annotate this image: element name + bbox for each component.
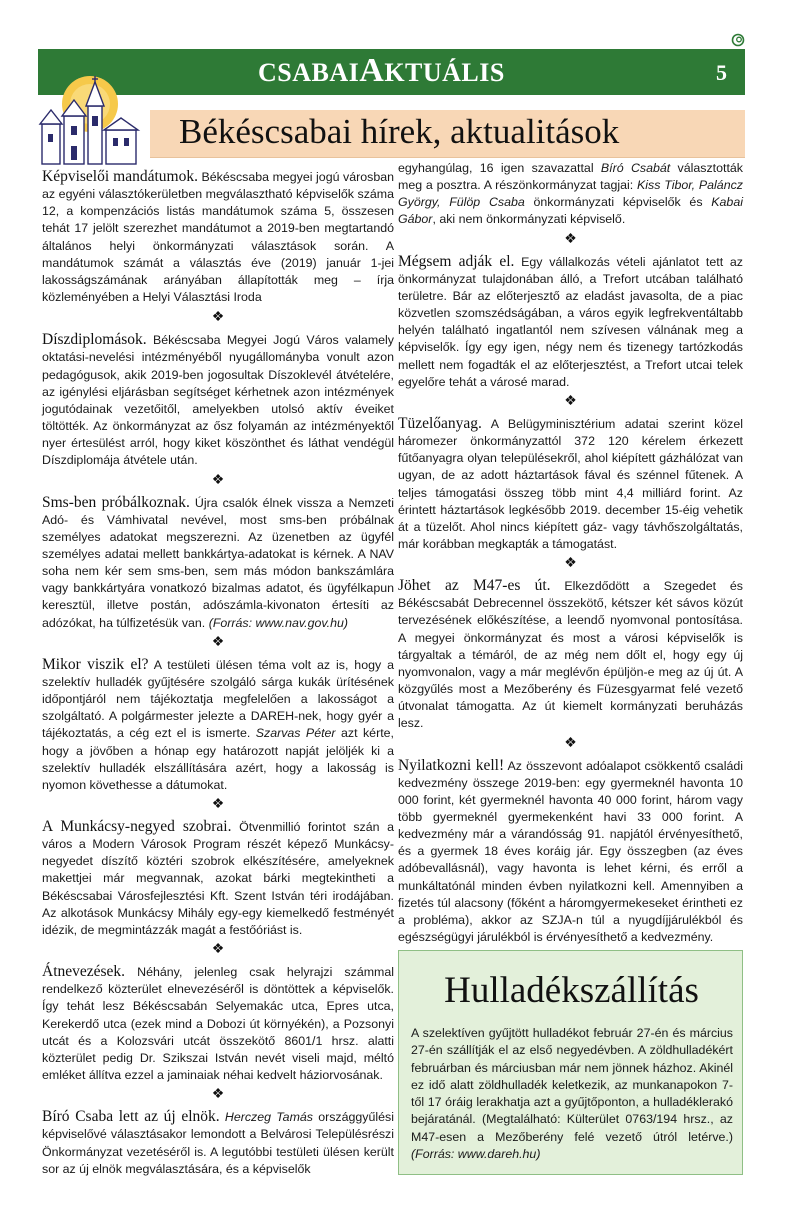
separator-icon: ❖ bbox=[211, 308, 225, 325]
separator-icon: ❖ bbox=[211, 470, 225, 487]
article-body: Egy vállalkozás vételi ajánlatot tett az önkormányzat tulajdonában álló, a Trefort utcában található területre. Bár az előterjesztő az eladást javasolta, de a piac közvetlen szomszédságában, a város egyik legfrekventáltabb helyén található ingatlantól nem szívesen válnának meg a képviselők. Így egy igen, négy nem és tizenegy tartózkodás mellett nem fogadták el az előterjesztést, a Trefort utcai telek egyelőre tehát a városé marad. bbox=[398, 254, 743, 389]
page-number: 5 bbox=[716, 60, 727, 85]
article-body: Békéscsaba Megyei Jogú Város valamely oktatási-nevelési intézményéből nyugállományba vonult azon pedagógusok, akik 2019-ben jogosultak Díszoklevél átvételére, az igénylési eljárásban segítséget kérhetnek azon intézmények jogutódainak vezetőitől, amelyekben utolsó aktív éveiket töltötték. Az önkormányzat az ősz folyamán az intézményektől nyer értesülést arról, hogy kiket köszönthet és láthat vendégül Díszdiplomája átvétele után. bbox=[42, 333, 394, 468]
article-heading: Díszdiplomások. bbox=[42, 331, 147, 349]
article-heading: Tüzelőanyag. bbox=[398, 414, 482, 432]
article-heading: Átnevezések. bbox=[42, 963, 126, 981]
article-heading: Nyilatkozni kell! bbox=[398, 756, 505, 774]
swirl-icon bbox=[731, 33, 745, 47]
article-body: , aki nem önkormányzati képviselő. bbox=[432, 212, 626, 227]
article-heading: Bíró Csaba lett az új elnök. bbox=[42, 1108, 220, 1126]
separator-icon: ❖ bbox=[211, 940, 225, 957]
magazine-title bbox=[258, 52, 505, 90]
article-biro-csaba bbox=[42, 1108, 394, 1178]
waste-collection-box bbox=[398, 950, 743, 1175]
article-body: Az összevont adóalapot csökkentő családi kedvezmény összege 2019-ben: egy gyermeknél havonta 10 000 forint, két gyermeknél havonta 40 000 forint, három vagy több gyermeknél gyermekenként havi 33 000 forint. A kedvezmény már a várandósság 91. napjától érvényesíthető, és a gyermek 18 éves koráig jár. Egy összegben (az éves adóbevallásnál), vagy havonta is lehet kérni, és erről a munkáltatónál minden évben nyilatkozni kell. Amennyiben a fizetés túl alacsony (főként a háromgyermekeseket érintheti ez a probléma), akkor az SZJA-n túl a nyugdíjjárulékból és egészségügyi járulékból is érvényesíthető a kedvezmény. bbox=[398, 758, 743, 945]
article-sms bbox=[42, 494, 394, 632]
article-person-name: Kabai Gábor bbox=[398, 195, 743, 227]
right-column bbox=[398, 160, 743, 946]
city-logo-icon bbox=[28, 72, 146, 168]
article-body: Néhány, jelenleg csak helyrajzi számmal rendelkező közterület elnevezéséről is döntöttek a képviselők. Így tehát lesz Békéscsabán Selyemakác utca, Epres utca, Kerekerdő utca (ezek mind a Dobozi út környékén), a Pozsonyi utcát és a Kolozsvári utcát összekötő 8601/1 hrsz. alatti közterület pedig Dr. Szikszai István nevét viseli majd, méltó emléket állítva ezzel a jaminaiak néhai kedvelt háziorvosának. bbox=[42, 965, 394, 1083]
magazine-title-rest: KTUÁLIS bbox=[384, 58, 505, 87]
article-body: A Belügyminisztérium adatai szerint közel háromezer önkormányzattól 372 120 kérelem érkezett fűtőanyagra olyan településekről, ahol kiépített gázhálózat van ugyan, de az adott háztartások fával és szénnel fűtenek. A teljes támogatási összeg több mint 4,4 milliárd forint. Az érintett háztartások legkésőbb 2019. december 15-éig vehetik át a tüzelőt. Ahol nincs kiépített gáz- vagy távhőszolgáltatás, már korábban megkapták a támogatást. bbox=[398, 416, 744, 551]
article-person-names: Kiss Tibor, Paláncz György, Fülöp Csaba bbox=[398, 178, 743, 210]
article-body: A testületi ülésen téma volt az is, hogy a szelektív hulladék gyűjtésére szolgáló sárga kukák ürítésének időpontjáról nem tájékoztatja megfelelően a lakosságot a szolgáltató. A polgármester jelezte a DAREH-nek, hogy gyér a tájékoztatás, a cég ezt el is ismerte. bbox=[42, 657, 394, 741]
separator-icon: ❖ bbox=[211, 632, 225, 649]
box-text: A szelektíven gyűjtött hulladékot február 27-én és március 27-én szállítják el az első negyedévben. A zöldhulladékért februárban és márciusban már nem jönnek házhoz. Akinél ez idő alatt zöldhulladék keletkezik, az munkanapokon 7-től 17 óráig lerakhatja azt a gyűjtőponton, a hulladéklerakó bejáratánál. (Megtalálható: Külterület 0763/194 hrsz., az M47-esen a Mezőberény felé vezető útról letérve.) bbox=[411, 1026, 733, 1144]
box-body bbox=[411, 1025, 733, 1163]
box-title: Hulladékszállítás bbox=[444, 970, 699, 1011]
article-body: Újra csalók élnek vissza a Nemzeti Adó- és Vámhivatal nevével, most sms-ben próbálnak személyes adatokat megszerezni. Az üzenetben az ügyfél személyes adatai mellett bankkártya-adatokat is kérnek. A NAV soha nem kér sem sms-ben, sem más módon bankszámlára vagy bankkártyára vonatkozó bizalmas adatot, és ügyfélkapun keresztül, illetve postán, adószámla-kivonaton értesíti az adózókat, ha túlfizetésük van. bbox=[42, 495, 395, 630]
article-credit: (Forrás: www.nav.gov.hu) bbox=[208, 615, 349, 630]
article-m47 bbox=[398, 577, 743, 732]
left-column bbox=[42, 168, 394, 1178]
separator-icon: ❖ bbox=[564, 391, 577, 408]
article-nyilatkozni bbox=[398, 757, 743, 947]
article-atnevezesek bbox=[42, 963, 394, 1084]
article-heading: Jöhet az M47-es út. bbox=[398, 577, 551, 595]
separator-icon: ❖ bbox=[564, 733, 577, 750]
article-biro-csaba-continued bbox=[398, 160, 743, 229]
article-diszdiplomasok bbox=[42, 331, 394, 469]
article-person-name: Herczeg Tamás bbox=[224, 1110, 313, 1125]
separator-icon: ❖ bbox=[211, 795, 225, 811]
article-body: egyhangúlag, 16 igen szavazattal bbox=[398, 161, 594, 175]
separator-icon: ❖ bbox=[564, 229, 577, 246]
separator-icon: ❖ bbox=[211, 1085, 225, 1102]
article-heading: Mégsem adják el. bbox=[398, 252, 515, 270]
article-megsem-adjak bbox=[398, 253, 743, 391]
article-body: önkormányzati képviselők és bbox=[533, 195, 703, 210]
article-person-name: Szarvas Péter bbox=[255, 726, 336, 741]
article-body: választották meg a posztra. A részönkormányzat tagjai: bbox=[398, 161, 743, 193]
article-body-cont: azt kérte, hogy a jövőben a hónap egy határozott napját jelöljék ki a szelektív hulladék elszállítására azért, hogy a lakosság is nyomon követhesse a dátumokat. bbox=[42, 726, 394, 792]
section-title: Békéscsabai hírek, aktualitások bbox=[179, 112, 620, 151]
article-person-name: Bíró Csabát bbox=[600, 161, 671, 175]
article-body: Ötvenmillió forintot szán a város a Modern Városok Program részét képező Munkácsy-negyedet díszítő köztéri szobrok elkészítésére, amelyeknek makettjei már megvannak, azokat bárki megtekintheti a Békéscsabai Városfejlesztési Kft. Szent István téri irodájában. Az alkotások Munkácsy Mihály egy-egy kiemelkedő festményét idézik, de megmintázzák magát a festőóriást is. bbox=[42, 820, 394, 937]
separator-icon: ❖ bbox=[564, 554, 577, 571]
article-mandatumok bbox=[42, 168, 394, 306]
article-munkacsy bbox=[42, 818, 394, 939]
box-credit: (Forrás: www.dareh.hu) bbox=[411, 1147, 541, 1162]
article-heading: Mikor viszik el? bbox=[42, 655, 149, 673]
article-body: Elkezdődött a Szegedet és Békéscsabát Debrecennel összekötő, kétszer két sávos közút tervezésének előkészítése, a leendő nyomvonal pontosítása. A megyei önkormányzat és most a városi képviselők is tárgyaltak a témáról, de az még nem dőlt el, hogy egy új nyomvonalon, vagy a már meglévőn épüljön-e meg az új út. A közgyűlés most a Mezőberény és Füzesgyarmat felé vezető útvonalat támogatta. Az út kiemelt kormányzati beruházás lesz. bbox=[398, 579, 743, 731]
article-heading: Sms-ben próbálkoznak. bbox=[42, 493, 190, 511]
article-mikor-viszik bbox=[42, 656, 394, 794]
article-heading: Képviselői mandátumok. bbox=[42, 168, 198, 185]
article-tuzeloanyag bbox=[398, 415, 743, 553]
article-body: Békéscsaba megyei jogú városban az egyéni választókerületben megválasztható képviselők száma 12, a kompenzációs listás mandátumok száma 5, összesen tehát 17 jelölt szerezhet mandátumot a 2019-ben megtartandó általános helyi önkormányzati választások során. A mandátumok számát a választás éve (2019) január 1-jei lakosságszámának arányában állapították meg – írja közleményében a Helyi Választási Iroda bbox=[42, 170, 395, 305]
magazine-title-initial: A bbox=[359, 52, 385, 89]
article-heading: A Munkácsy-negyed szobrai. bbox=[42, 818, 232, 835]
magazine-title-prefix: CSABAI bbox=[258, 58, 360, 87]
article-body: országgyűlési képviselővé választásakor lemondott a Belvárosi Településrészi Önkormányzat vezetéséről is. A legutóbbi testületi ülésen került sor az új elnök megválasztására, és a képviselők bbox=[42, 1110, 394, 1176]
